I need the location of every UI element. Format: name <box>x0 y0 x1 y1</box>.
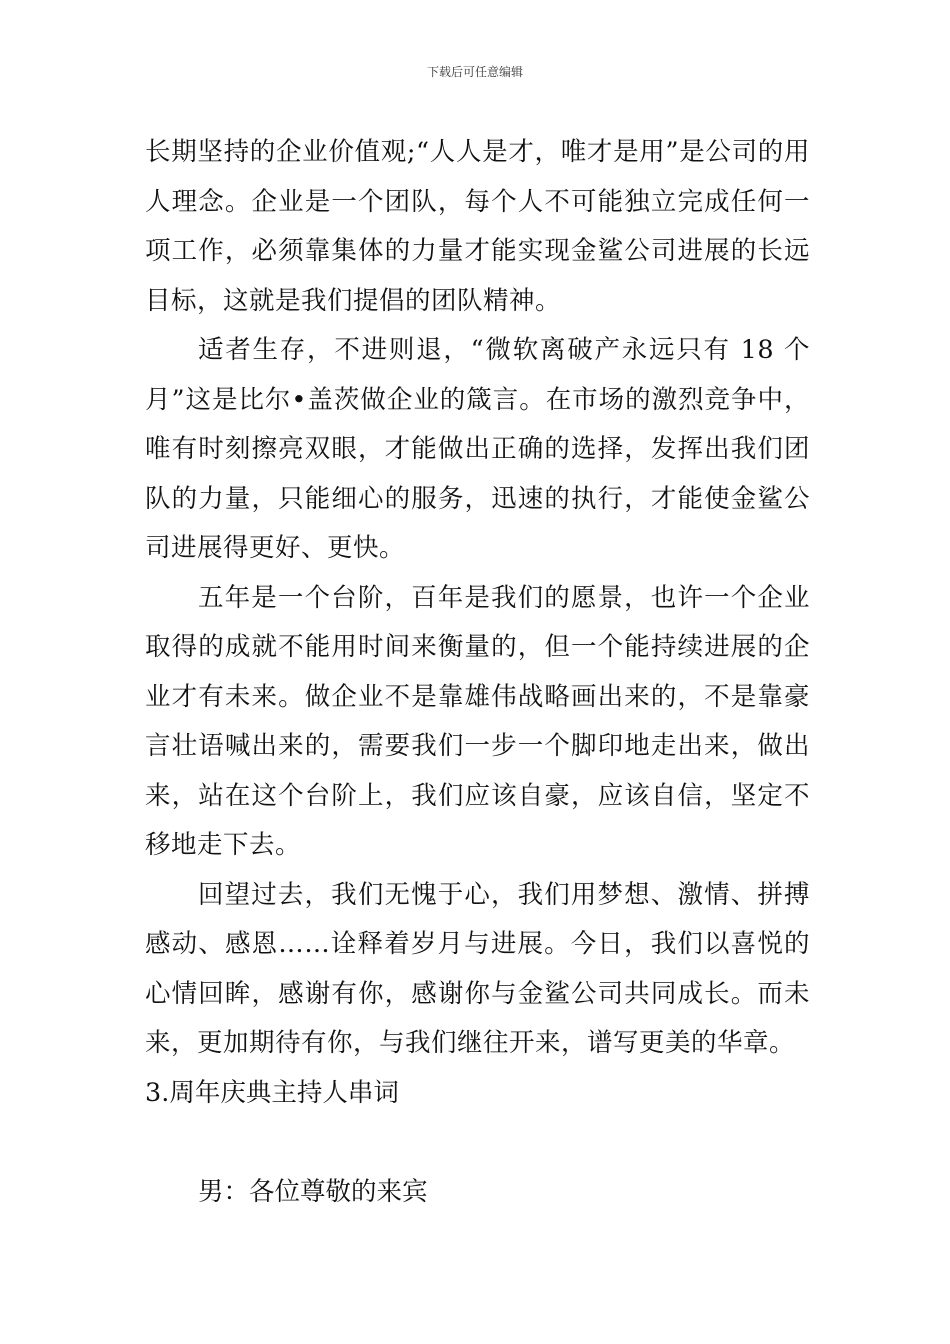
speaker-line: 男：各位尊敬的来宾 <box>198 1176 428 1207</box>
paragraph-looking-back: 回望过去，我们无愧于心，我们用梦想、激情、拼搏感动、感恩……诠释着岁月与进展。今日，我们以喜悦的心情回眸，感谢有你，感谢你与金鲨公司共同成长。而未来，更加期待有你，与我们继往开来，谱写更美的华章。 <box>145 879 810 1058</box>
document-body <box>145 128 810 1217</box>
page-header: 下载后可任意编辑 <box>426 65 523 79</box>
paragraph-survival: 适者生存，不进则退，“微软离破产永远只有 18 个月”这是比尔•盖茨做企业的箴言。在市场的激烈竞争中，唯有时刻擦亮双眼，才能做出正确的选择，发挥出我们团队的力量，只能细心的服务，迅速的执行，才能使金鲨公司进展得更好、更快。 <box>145 335 810 563</box>
blank-line <box>145 1118 810 1168</box>
paragraph-milestone: 五年是一个台阶，百年是我们的愿景，也许一个企业取得的成就不能用时间来衡量的，但一个能持续进展的企业才有未来。做企业不是靠雄伟战略画出来的，不是靠豪言壮语喊出来的，需要我们一步一个脚印地走出来，做出来，站在这个台阶上，我们应该自豪，应该自信，坚定不移地走下去。 <box>145 582 810 860</box>
paragraph-continued: 长期坚持的企业价值观;“人人是才，唯才是用”是公司的用人理念。企业是一个团队，每个人不可能独立完成任何一项工作，必须靠集体的力量才能实现金鲨公司进展的长远目标，这就是我们提倡的团队精神。 <box>145 137 810 316</box>
section-heading: 3.周年庆典主持人串词 <box>145 1077 399 1108</box>
